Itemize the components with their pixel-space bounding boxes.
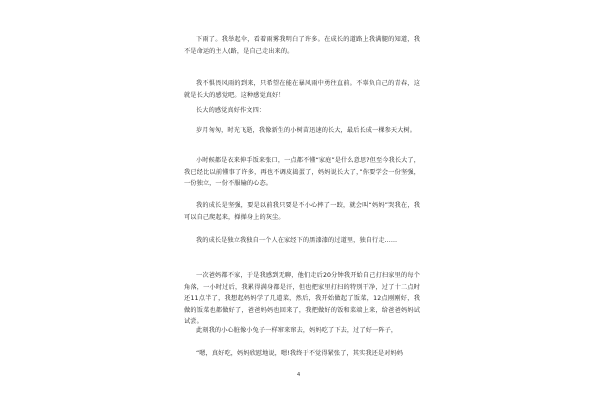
paragraph: 小时候都是衣来伸手饭来张口，一点都不懂“家庭”是什么意思?但至今我长大了，我已经比以前懂事了许多，再也不调皮捣蛋了，妈妈说长大了，”你要学会一份坚强，一份独立，一份不服输的心态。 xyxy=(184,157,420,187)
paragraph: “嗯，真好吃，妈妈欣慰地说，嗯!我终于不觉得紧张了，其实我还是对妈妈 xyxy=(196,350,404,357)
paragraph: 一次爸妈都不家，于是我感到无聊，他们走后20分钟我开始自己打扫家里的每个角落，一小时过后，我累得满身都是汗，但也把家里打扫的特别干净，过了十二点时还11点半了，我想起妈妈学了几道菜，然后，我开始做起了饭菜，12点刚刚好，我做的饭菜也都做好了，爸爸妈妈也回来了，我把做好的饭和菜端上来，给爸爸妈妈试试尝。 xyxy=(184,272,420,325)
page-number: 4 xyxy=(297,372,301,378)
paragraph: 我不惧畏风雨的到来，只希望在能在暴风雨中勇往直前。不辜负自己的青春，这就是长大的感觉吧。这种感觉真好！ xyxy=(184,80,420,99)
paragraph: 岁月匆匆，时光飞逝，我像新生的小树苗迅速的长大，最后长成一棵参天大树。 xyxy=(196,127,417,134)
paragraph: 我的成长是坚强，要是以前我只要是不小心摔了一跤，就会叫“妈妈”哭我在，我可以自己爬起来，掸掸身上的灰尘。 xyxy=(184,202,420,221)
paragraph: 长大的感觉真好作文四： xyxy=(196,107,266,114)
paragraph: 我的成长是独立我独自一个人在家经下的黑漆漆的过道里，独自行走…… xyxy=(196,237,398,244)
paragraph: 下雨了。我举起伞，看着雨雾我明白了许多。在成长的道路上我满腿的知道，我不是命运的主人(路，是自己走出来的。 xyxy=(184,36,420,55)
paragraph: 此刻我的小心脏像小兔子一样窜来窜去，妈妈吃了下去，过了好一阵子， xyxy=(196,327,398,334)
